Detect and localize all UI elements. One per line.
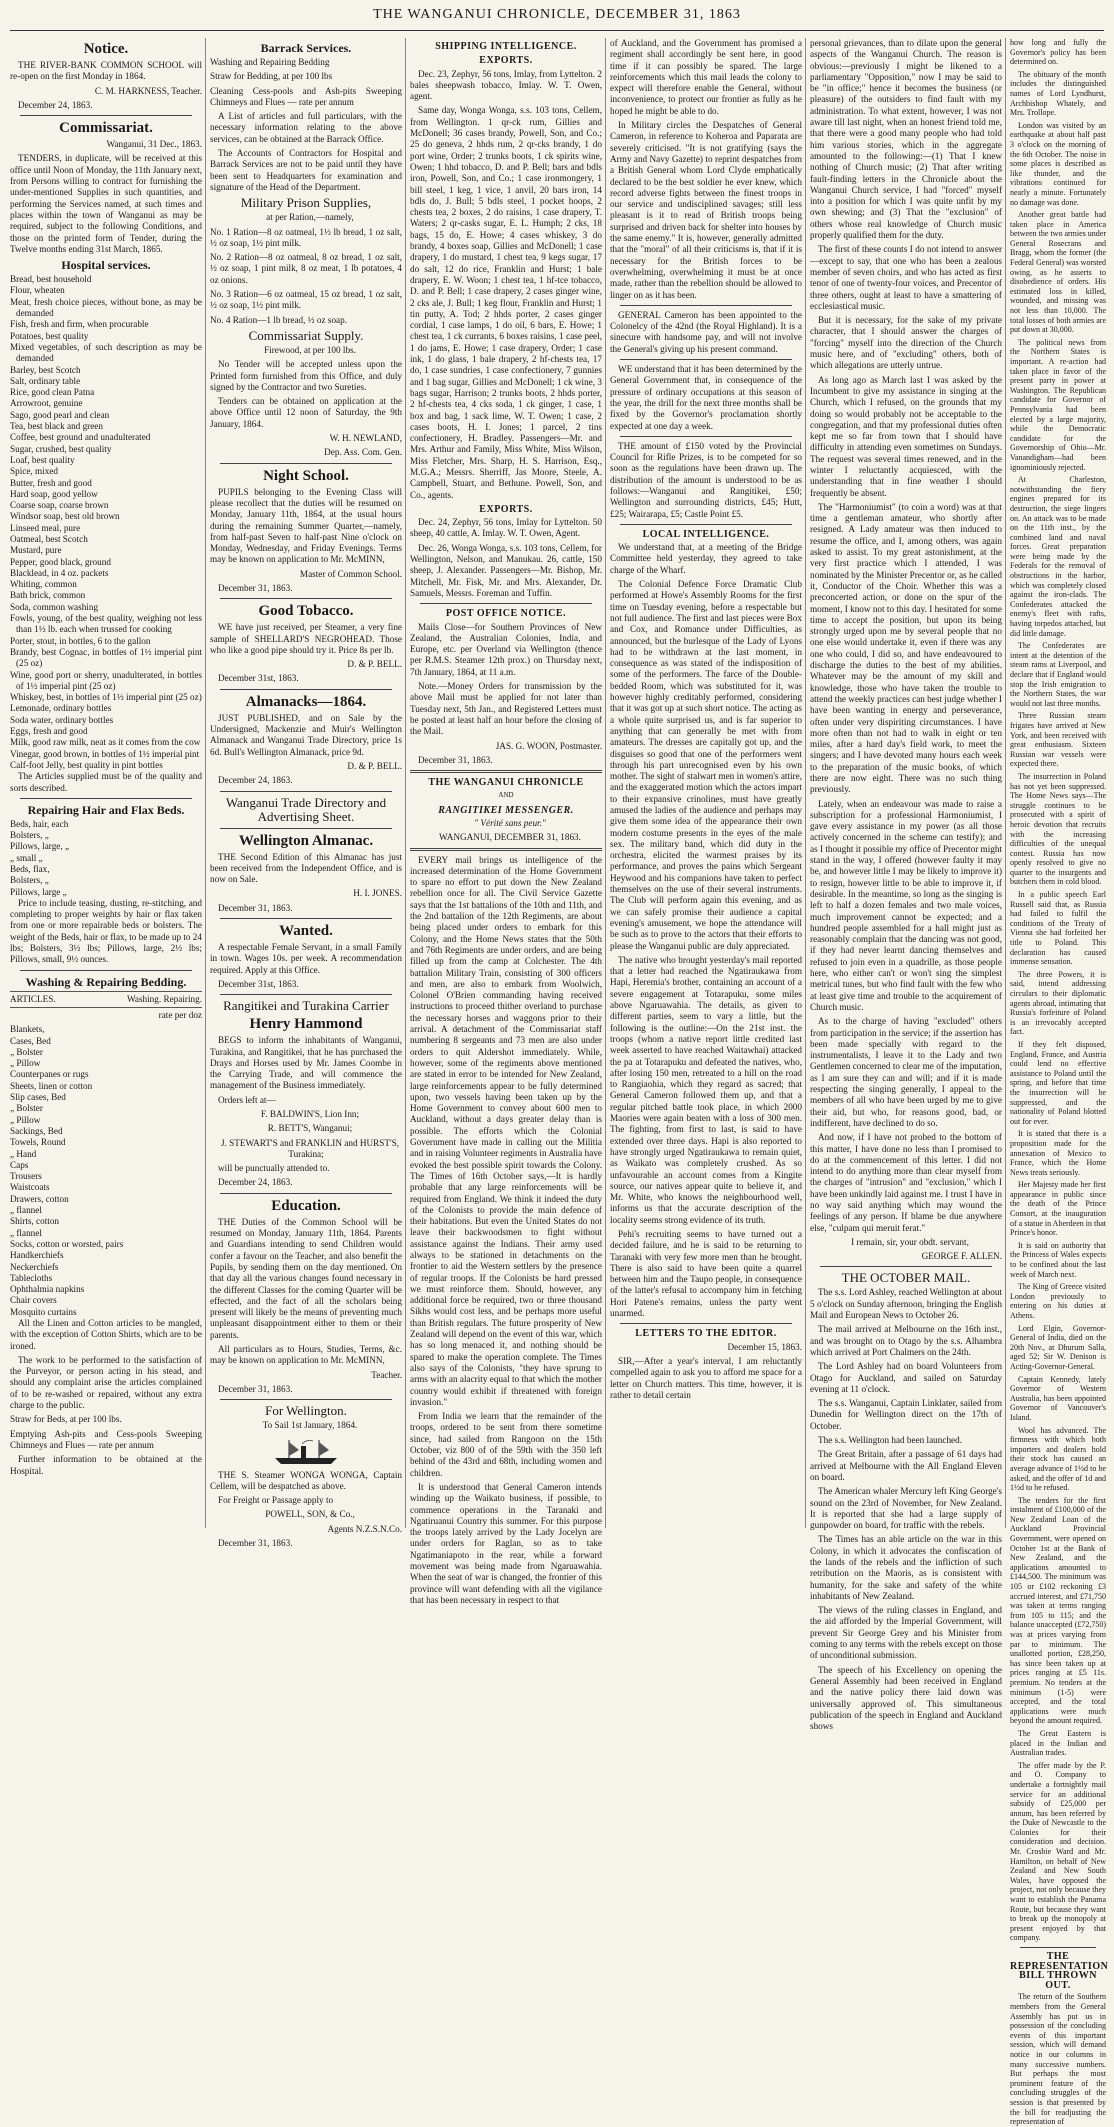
news-paragraph: London was visited by an earthquake at about half past 3 o'clock on the morning of the 6th October. The noise in some places is described as like thunder, and the vibrations continued for nearly a minute. Fortunately no damage was done. <box>1010 120 1106 207</box>
for-wellington-title: For Wellington. <box>265 1403 347 1419</box>
washing-title: Washing & Repairing Bedding. <box>25 974 187 989</box>
hospital-item: Mixed vegetables, of such description as may be demanded <box>10 341 202 364</box>
night-school-signature: Master of Common School. <box>299 568 402 579</box>
hospital-item: Fish, fresh and firm, when procurable <box>10 319 149 330</box>
hospital-item: Wine, good port or sherry, unadulterated, in bottles of 1½ imperial pint (25 oz) <box>10 669 202 691</box>
straw-line: Straw for Beds, at per 100 lbs. <box>10 1414 122 1425</box>
october-paragraph: The views of the ruling classes in England, and the aid afforded by the Imperial Government, will prevent Sir George Grey and his Minister from coming to any terms with the rebels except on those of unconditional submission. <box>810 1605 1002 1661</box>
post-office-signature: JAS. G. WOON, Postmaster. <box>495 740 602 751</box>
washing-item: „ flannel <box>10 1205 42 1216</box>
night-school-title: Night School. <box>263 467 349 484</box>
paper-subtitle: RANGITIKEI MESSENGER. <box>438 804 574 816</box>
emptying-line: Emptying Ash-pits and Cess-pools Sweeping Chimneys and Flues — rate per annum <box>10 1428 202 1450</box>
letter-paragraph: SIR,—After a year's interval, I am reluctantly compelled again to ask you to afford me space for a letter on Church matters. This time, however, it is rather to detail certain <box>610 1355 802 1400</box>
almanacks-signature: D. & P. BELL. <box>347 760 402 771</box>
wanted-body: A respectable Female Servant, in a small Family in town. Wages 10s. per week. A recommendation required. Apply at this Office. <box>210 942 402 975</box>
letter-paragraph: And now, if I have not probed to the bottom of this matter, I have done no less than I promised to do at the commencement of this letter. I did not intend to do anything more than clear myself from the charges of "intrusion" and "exclusion," which I have been unkindly laid against me. I trust I have in no way said anything which may wound the feelings of any person. If blame be due anywhere else, "culpam qui meruit ferat." <box>810 1132 1002 1233</box>
letter-paragraph: Lately, when an endeavour was made to raise a subscription for a professional Harmoniumist, I gave every assistance in my power (as all those actively concerned in the scheme can testify); and as I thought it possible my office of Precentor might stand in the way, I offered (however faulty it may be, and however little I may be likely to improve it) to resign, however little to be able to improve it, if desirable. In the meantime, so long as the singing is left to half a dozen females and two male voices, much improvement cannot be expected; and a hundred people assembled for a hall might just as reasonably complain that the dancing was not good, if they had never learnt dancing themselves and refused to join even in a quadrille, as those people here, who either can't or won't sing the simplest metrical tunes, but who find fault with the few who at least give time and trouble to the acquirement of Church music. <box>810 798 1002 1012</box>
repairing-item: Pillows, large, „ <box>10 841 70 852</box>
supply-signature: W. H. NEWLAND, <box>329 433 402 444</box>
divider <box>620 305 792 306</box>
repairing-col-header: Repairing. <box>163 993 202 1004</box>
carrier-body: BEGS to inform the inhabitants of Wanganui, Turakina, and Rangitikei, that he has purchased the Drays and Horses used by Mr. James Coombe in the Carrying Trade, and will commence the management of the Business immediately. <box>210 1035 402 1091</box>
hospital-item: Soda water, ordinary bottles <box>10 714 114 725</box>
tobacco-body: WE have just received, per Steamer, a very fine sample of SHELLARD'S NEGROHEAD. Those who like a good pipe should try it. Price 8s per lb. <box>210 622 402 655</box>
letter-paragraph: But it is necessary, for the sake of my private character, that I should answer the charges of "forcing" myself into the direction of the Church music here, and of "excluding" others, both of which allegations are utterly untrue. <box>810 315 1002 371</box>
washing-item: Chair covers <box>10 1295 57 1306</box>
wellington-almanac-signature: H. I. JONES. <box>353 888 402 899</box>
hospital-item: Vinegar, good brown, in bottles of 1½ imperial pint <box>10 748 200 759</box>
divider <box>220 463 392 464</box>
repairing-list <box>10 819 202 898</box>
news-paragraph: The return of the Southern members from the General Assembly has put us in possession of the concluding events of this important session, which will demand notice in our columns in many successive numbers. But perhaps the most prominent feature of the concluding struggles of the session is that presented by the bill for readjusting the representation of <box>1010 1992 1106 2127</box>
carrier-date: December 24, 1863. <box>218 1177 293 1188</box>
october-paragraph: The mail arrived at Melbourne on the 16th inst., and was brought on to Otago by the s.s. Alhambra which arrived at Port Chalmers on the 24th. <box>810 1324 1002 1357</box>
news-paragraph: The three Powers, it is said, intend addressing circulars to their diplomatic agents abroad, intimating that Russia's forfeiture of Poland is an irrevocably accepted fact. <box>1010 969 1106 1037</box>
paper-title: THE WANGANUI CHRONICLE <box>428 777 584 789</box>
editorial-paragraph: THE amount of £150 voted by the Provincial Council for Rifle Prizes, is to be competed for so soon as the regulations have been drawn up. The distribution of the amount is understood to be as follows:—Wanganui and Rangitikei, £50; Wellington and surrounding districts, £45; Hutt, £25; Wairarapa, £5; Castle Point £5. <box>610 440 802 519</box>
divider <box>410 848 602 851</box>
news-paragraph: The political news from the Northern States is important. A re-action had taken place in favor of the present party in power at Washington. The Republican candidate for Governor of Pennsylvania had been elected by a large majority, while the Democratic candidate for the Governorship of Ohio—Mr. Vanandigham—had been ignominiously rejected. <box>1010 337 1106 472</box>
news-paragraph: If they felt disposed, England, France, and Austria could lend no effective assistance to Poland until the spring, and before that time the insurrection will be suppressed, and the nationality of Poland blotted out for ever. <box>1010 1039 1106 1126</box>
washing-item: Cases, Bed <box>10 1035 51 1046</box>
october-paragraph: The Lord Ashley had on board Volunteers from Otago for Auckland, and sailed on Saturday evening at 11 o'clock. <box>810 1361 1002 1394</box>
october-paragraph: The Great Britain, after a passage of 61 days had arrived at Melbourne with the All England Eleven on board. <box>810 1449 1002 1482</box>
washing-rate: rate per doz <box>158 1009 202 1020</box>
notice-body: THE RIVER-BANK COMMON SCHOOL will re-open on the first Monday in 1864. <box>10 60 202 82</box>
washing-item: Handkerchiefs <box>10 1250 64 1261</box>
hospital-item: Loaf, best quality <box>10 454 75 465</box>
letter-paragraph: As to the charge of having "excluded" others from participation in the service; if the assertion has been made specially with regard to the instrumentalists, I leave it to the Lady and two Gentlemen concerned to clear me of the imputation, as I am sure they can and will; and if it is made respecting the singing generally, I appeal to the members of all who have been urged by me to give their aid, but who, for reasons good, bad, or indifferent, have declined to do so. <box>810 1016 1002 1128</box>
divider <box>20 970 192 971</box>
repairing-item: Bolsters, „ <box>10 830 49 841</box>
hospital-item: Porter, stout, in bottles, 6 to the gallon <box>10 635 151 646</box>
paper-and: AND <box>498 791 514 800</box>
october-paragraph: The s.s. Wellington had been launched. <box>818 1435 963 1446</box>
column-4 <box>610 38 802 1528</box>
supply-title: Commissariat Supply. <box>248 327 364 343</box>
shipping-subhead: EXPORTS. <box>479 55 533 67</box>
prison-item: No. 3 Ration—6 oz oatmeal, 15 oz bread, 1 oz salt, ½ oz soap, 1½ pint milk. <box>210 289 402 311</box>
supply-body: No Tender will be accepted unless upon the Printed form furnished from this Office, and duly signed by the Contractor and two Sureties. <box>210 359 402 392</box>
hospital-item: Soda, common washing <box>10 601 99 612</box>
masthead-rule <box>10 30 1104 31</box>
column-3 <box>410 38 602 1605</box>
shipping-body: Dec. 26, Wonga Wonga, s.s. 103 tons, Cellem, for Wellington, Nelson, and Manukau. 26, cattle, 150 sheep, J. Alexander. Passengers—Mr. Bishop, Mr. Mitchell, Mr. Fisk, Mr. and Mrs. Alexander, Dr. Samuels, Messrs. Foreman and Tuffin. <box>410 542 602 598</box>
repairing-item: Beds, hair, each <box>10 818 69 829</box>
post-office-body2: Note.—Money Orders for transmission by the above Mail must be applied for not later than Tuesday next, 5th Jan., and Registered Letters must be posted at least half an hour before the closing of the Mail. <box>410 681 602 737</box>
shipping-body: Dec. 23, Zephyr, 56 tons, Imlay, from Lyttelton. 2 bales sheepwash tobacco, Imlay. W. T. Owen, agent. <box>410 68 602 102</box>
divider <box>20 798 192 799</box>
washing-item: „ Bolster <box>10 1103 43 1114</box>
washing-item: Shirts, cotton <box>10 1216 60 1227</box>
hospital-item: Milk, good raw milk, neat as it comes from the cow <box>10 737 201 748</box>
washing-item: „ Hand <box>10 1148 37 1159</box>
hospital-item: Eggs, fresh and good <box>10 726 88 737</box>
column-5 <box>810 38 1002 1732</box>
hospital-item: Whiskey, best, in bottles of 1½ imperial pint (25 oz) <box>10 692 202 703</box>
divider <box>820 1266 992 1267</box>
hospital-item: Fowls, young, of the best quality, weighing not less than 1½ lb. each when trussed for cooking <box>10 613 202 635</box>
divider <box>620 436 792 437</box>
hospital-item: Sugar, crushed, best quality <box>10 443 112 454</box>
supply-signature2: Dep. Ass. Com. Gen. <box>324 447 402 458</box>
carrier-title: Rangitikei and Turakina Carrier <box>223 998 389 1014</box>
articles-header: ARTICLES. <box>10 993 56 1004</box>
supply-body2: Tenders can be obtained on application at the above Office until 12 noon of Saturday, the 9th January, 1864. <box>210 396 402 429</box>
education-title: Education. <box>271 1197 341 1214</box>
news-paragraph: The Great Eastern is placed in the Indian and Australian trades. <box>1010 1728 1106 1758</box>
almanacks-title: Almanacks—1864. <box>245 693 367 710</box>
divider <box>620 1323 792 1324</box>
hospital-item: Barley, best Scotch <box>10 364 81 375</box>
education-date: December 31, 1863. <box>218 1383 293 1394</box>
carrier-agent: F. BALDWIN'S, Lion Inn; <box>260 1109 360 1119</box>
tobacco-signature: D. & P. BELL. <box>347 659 402 670</box>
divider <box>220 994 392 995</box>
hospital-item: Calf-foot Jelly, best quality in pint bottles <box>10 759 163 770</box>
washing-item: Trousers <box>10 1171 42 1182</box>
hospital-item: Salt, ordinary table <box>10 375 81 386</box>
editorial-paragraph: WE understand that it has been determined by the General Government that, in consequence of the pressure of ordinary occupations at this season of the year, the drill for the next three months shall be fixed by the Governor's proclamation shortly expected at one day a week. <box>610 364 802 431</box>
column-rule <box>405 38 406 1528</box>
for-wellington-freight: For Freight or Passage apply to <box>218 1495 334 1506</box>
hospital-item: Pepper, good black, ground <box>10 556 111 567</box>
washing-item: Socks, cotton or worsted, pairs <box>10 1238 124 1249</box>
divider <box>220 918 392 919</box>
hospital-item: Lemonade, ordinary bottles <box>10 703 112 714</box>
news-paragraph: The insurrection in Poland has not yet been suppressed. The Home News says—The struggle continues to be prosecuted with a spirit of heroic devotion that recruits with the increasing difficulties of the unequal contest. Russia has now openly resolved to give no quarter to the insurgents and butchers them in cold blood. <box>1010 771 1106 887</box>
education-signature: Teacher. <box>371 1369 402 1380</box>
commissariat-dateline: Wanganui, 31 Dec., 1863. <box>106 139 202 150</box>
barrack-body2: The Accounts of Contractors for Hospital and Barrack Services are not to be paid until they have been sent to Headquarters for examination and signature of the Head of the Department. <box>210 148 402 192</box>
wanted-date: December 31st, 1863. <box>218 978 299 989</box>
carrier-agent: R. BETT'S, Wanganui; <box>267 1123 353 1134</box>
divider <box>20 115 192 116</box>
washing-item: Ophthalmia napkins <box>10 1284 85 1295</box>
local-paragraph: The Colonial Defence Force Dramatic Club performed at Howe's Assembly Rooms for the first time on Tuesday evening, before a respectable but not full audience. The first and last pieces were Box and Cox, and Romance under Difficulties, as announced, but the burlesque of the Lady of Lyons had to be withdrawn at the last moment, in consequence as was stated of the indisposition of some of the performers. The farce of the Double-bedded Room, which was substituted for it, was however highly creditably performed, considering that it was got up at such short notice. The acting as a whole quite surprised us, and is far superior to anything that can generally be met with from amateurs. The dresses are capitally got up, and the disguises so good that one of the performers went through his part unrecognised even by his own mother. The sight of stalwart men in women's attire, and the exaggerated motion which the actors impart to their expansive crinolines, must have greatly amused the ladies of the audience and perhaps may give them some idea of the appearance their own modern costume presents in the eyes of the male sex. The military band, which did duty in the orchestra, elicited the warmest praises by its performance, and proves the pains which Sergeant Heywood and his companions have taken to perfect themselves on the use of their several instruments. The Club will perform again this evening, and as we can safely promise their audience a capital evening's amusement, we hope the attendance will be such as to prove to the actors that their efforts to please the Wanganui public are duly appreciated. <box>610 579 802 951</box>
news-paragraph: Three Russian steam frigates have arrived at New York, and been received with great enthusiasm. Sixteen Russian war vessels were expected there. <box>1010 711 1106 769</box>
steamship-icon <box>271 1436 341 1466</box>
prison-item: No. 1 Ration—8 oz oatmeal, 1½ lb bread, 1 oz salt, ½ oz soap, 1½ pint milk. <box>210 226 402 248</box>
wellington-almanac-date: December 31, 1863. <box>218 902 293 913</box>
barrack-cleaning: Cleaning Cess-pools and Ash-pits Sweeping Chimneys and Flues — rate per annum <box>210 85 402 107</box>
letters-title: LETTERS TO THE EDITOR. <box>635 1328 777 1340</box>
hospital-item: Oatmeal, best Scotch <box>10 533 88 544</box>
washing-item: Counterpanes or rugs <box>10 1069 89 1080</box>
hospital-item: Brandy, best Cognac, in bottles of 1½ imperial pint (25 oz) <box>10 646 202 669</box>
divider <box>620 359 792 360</box>
repairing-body: Price to include teasing, dusting, re-stitching, and completing to proper weights by hair or flax taken from one or more repairable beds or bolsters. The weight of the Beds, hair or flax, to be made up to 24 lbs; Bolsters, 3½ lbs; Pillows, large, 2½ lbs; Pillows, small, 9½ ounces. <box>10 897 202 965</box>
for-wellington-date: December 31, 1863. <box>218 1538 293 1549</box>
letter-date: December 15, 1863. <box>727 1341 802 1352</box>
news-paragraph: Lord Elgin, Governor-General of India, died on the 20th Nov., at Dhurum Salla, aged 52; Sir W. Denison is Acting-Governor-General. <box>1010 1323 1106 1371</box>
shipping-body: Same day, Wonga Wonga, s.s. 103 tons, Cellem, from Wellington. 1 qr-ck rum, Gillies and McDonell; 36 cases brandy, Powell, Son, and Co.; 25 do geneva, 2 hhds rum, 2 qr-cks brandy, 1 do port wine, Order; 2 trunks boots, 1 ck spirits wine, Owen; 1 hhd tobacco, D. and P. Bell; bars and bdls iron, Powell, Son, and Co.; 1 case ironmongery, 1 bill steel, 1 keg, 1 vice, 1 anvil, 20 bars iron, 14 bdls do, J. Bull; 5 bdls steel, 1 pocket hoops, 2 chests tea, 2 boxes, 2 do raisins, 1 case drapery, T. Waters; 2 qr-casks sugar, E. L. Humph; 2 cks, 18 bags, 15 do, E. Howe; 4 cases whiskey, 3 do brandy, 4 boxes soap, Gillies and McDonell; 1 case drapery, 1 do mustard, 1 chest tea, 9 kegs sugar, 17 do salt, 12 do rice, Franklin and Hurst; 1 bale drapery, E. W. Woon; 1 chest tea, 1 hf-tce tobacco, D. and P. Bell; 1 case drapery, 2 cases ginger wine, 2 cks ale, J. Bull; 1 keg flour, Franklin and Hurst; 1 tin putty, A. Tod; 2 hhds porter, 2 cases ginger cordial, 1 case lamps, 1 do oil, 6 bars, E. Howe; 1 chest tea, 1 ck currants, 6 boxes raisins, 1 case peel, 1 do jams, E. Howe; 1 case drapery, Order; 1 case ink, 1 do glass, 1 bale drapery, 2 hf-chests tea, 17 do, 1 case sundries, 1 case confectionery, 7 gunnies and 1 bag sugar, Gillies and McDonell; 1 ck wine, 3 bags sugar, Harrison; 2 trunks boots, 2 hhds porter, 2 hf-chests tea, 4 cks soda, 1 ck ginger, 1 case, 1 box and bag, 1 sack lime, W. T. Owen; 1 case, 2 cases boots, H. I. Jones; 1 parcel, 2 tins confectionery, H. Bradley. Passengers—Mr. and Mrs. Arthur and Family, Miss White, Miss Wilson, Miss Fletcher, Mrs. Sharp, H. S. Harrison, Esq., M.G.A.; Messrs. Sherriff, Jas Moore, Steele, A. Campbell, Stuart, and Bethune. Powell, Son, and Co., agents. <box>410 105 602 500</box>
shipping-subhead: EXPORTS. <box>479 503 533 515</box>
for-wellington-subtitle: To Sail 1st January, 1864. <box>262 1420 358 1431</box>
column-2 <box>210 38 402 1549</box>
column-6 <box>1010 38 1109 2127</box>
news-paragraph: The Confederates are intent at the detention of the steam rams at Liverpool, and declare that if England would stop the Irish emigration to the Northern States, the war would not last three months. <box>1010 641 1106 708</box>
paper-motto: " Vérité sans peur." <box>474 818 546 828</box>
letter-signature: GEORGE F. ALLEN. <box>921 1251 1002 1262</box>
editorial-paragraph: It is understood that General Cameron intends winding up the Waikato business, if possible, to commence operations in the Taranaki and Ngatiruanui Country this summer. For this purpose the troops lately arrived by the Lady Jocelyn are under orders for Raglan, so as to take Ngatimaniapoto in the rear, while a forward movement was being made from Ngaruawahia. When the seat of war is changed, the frontier of this province will want defending with all the vigilance that has been necessary in respect to that <box>410 1481 602 1605</box>
carrier-name: Henry Hammond <box>249 1016 363 1033</box>
column-rule <box>605 38 606 1528</box>
october-paragraph: The s.s. Lord Ashley, reached Wellington at about 5 o'clock on Sunday afternoon, bringing the English Mail and European News to October 26. <box>810 1287 1002 1321</box>
washing-body: All the Linen and Cotton articles to be mangled, with the exception of Cotton Shirts, which are to be ironed. <box>10 1317 202 1351</box>
almanacks-body: JUST PUBLISHED, and on Sale by the Undersigned, Mackenzie and Muir's Wellington Almanack and Wanganui Trade Directory, price 1s 6d. Bull's Wellington Almanack, price 9d. <box>210 712 402 757</box>
divider <box>220 791 392 792</box>
washing-item: Slip cases, Bed <box>10 1092 66 1103</box>
hospital-item: Bath brick, common <box>10 590 86 601</box>
tobacco-title: Good Tobacco. <box>258 603 354 620</box>
divider <box>220 1193 392 1194</box>
for-wellington-body: THE S. Steamer WONGA WONGA, Captain Cellem, will be despatched as above. <box>210 1469 402 1491</box>
representation-title: THE REPRESENTATION BILL THROWN OUT. <box>1010 1951 1109 1991</box>
almanacks-date: December 24, 1863. <box>218 775 293 786</box>
night-school-date: December 31, 1863. <box>218 582 293 593</box>
supply-subtitle: Firewood, at per 100 lbs. <box>264 344 356 355</box>
column-1 <box>10 38 202 1528</box>
masthead: THE WANGANUI CHRONICLE, DECEMBER 31, 1863 <box>373 7 741 22</box>
barrack-title: Barrack Services. <box>260 41 352 55</box>
divider <box>1020 1947 1096 1948</box>
divider <box>620 524 792 525</box>
washing-item: Sheets, linen or cotton <box>10 1080 93 1091</box>
commissariat-body: TENDERS, in duplicate, will be received at this office until Noon of Monday, the 11th January next, from Persons willing to contract for furnishing the under-mentioned Supplies in such quantities, and performing the Services named, at such times and places within the town of Wanganui as may be required, subject to the following Conditions, and those on the printed form of Tender, during the Twelve months ending 31st March, 1865. <box>10 153 202 254</box>
letter-paragraph: personal grievances, than to dilate upon the general aspects of the Wanganui Church. The reason is obvious:—previously I might be likened to a parliamentary "Opposition," now I may be said to be "in office;" hence it becomes the business (or pleasure) of the outsiders to find fault with my administration. To what extent, however, I was not aware till last night, when an honest friend told me, that there were a good many people who had told him various stories, which in the aggregate amounted to the following:—(1) That I knew nothing of Church music; (2) That after writing fault-finding letters in the Chronicle about the Wanganui Church service, I had "forced" myself into a position for which I was quite unfit by my own shewing; and (3) That the "exclusion" of others whose real knowledge of Church music properly qualified them for the duty. <box>810 38 1002 241</box>
hospital-item: Bread, best household <box>10 274 92 285</box>
news-paragraph: Wool has advanced. The firmness with which both importers and dealers hold their stock has caused an average advance of 1½d to be asked, and the offer of 1d and 1½d to be refused. <box>1010 1425 1106 1493</box>
letter-close: I remain, sir, your obdt. servant, <box>851 1236 969 1247</box>
local-paragraph: We understand that, at a meeting of the Bridge Committee held yesterday, they agreed to take charge of the Wharf. <box>610 542 802 575</box>
editorial-paragraph: GENERAL Cameron has been appointed to the Colonelcy of the 42nd (the Royal Highland). It is a sinecure with handsome pay, and will not involve the General's giving up his present command. <box>610 309 802 354</box>
local-intelligence-title: LOCAL INTELLIGENCE. <box>642 528 770 540</box>
editorial-paragraph: EVERY mail brings us intelligence of the increased determination of the Home Government to spare no effort to put down the New Zealand rebellion once for all. The Civil Service Gazette says that the 1st battalions of the 10th and 11th, and the 2nd battalion of the 12th Regiments, are about being placed under orders to embark for this Colony, and the Home News states that the 50th and 76th Regiments are under orders, and are being filled up from the camp at Colchester. The 4th battalion Military Train, consisting of 300 officers and men, are also to embark from Woolwich, Colonel O'Brien commanding having received instructions to proceed thither overland to purchase the necessary horses and waggons prior to their arrival. A detachment of the Commissariat staff numbering 8 sergeants and 73 men are also under orders to quit Aldershot immediately. While, however, some of the regiments above mentioned are stated in error to be intended for New Zealand, large reinforcements appear to be fully determined upon, two vessels having been taken up by the Home Government to convey about 600 men to Auckland, without a days greater delay than is possible. The efforts which the Colonial Government have made in calling out the Militia and in raising Volunteer regiments in Australia have evoked the best possible spirit towards the Colony. The Times of 16th October says,—It is hardly probable that any large reinforcements will be required from England. We think it indeed the duty of the Colonists to provide the main defence of their habitations. But even the United States do not leave their backwoodsmen to fight without assistance against the Indians. Their army used always to be stationed in detachments on the frontier to aid the Western settlers by the presence of regular troops. If the Colonists be hard pressed we must reinforce them. Should, however, any additional force be required, two or three thousand Sikhs would cost less, and be perhaps more useful than British regulars. The future prosperity of New Zealand will depend on the event of this war, which has so long menaced it, and nothing should be spared to make the operation complete. The Times also says of the Colonists, "they have sprung to arms with an alacrity equal to that which the mother country would exhibit if threatened with foreign invasion." <box>410 854 602 1407</box>
prison-subtitle: at per Ration,—namely, <box>266 212 354 223</box>
education-body2: All particulars as to Hours, Studies, Terms, &c. may be known on application to Mr. McMINN, <box>210 1344 402 1366</box>
editorial-paragraph: From India we learn that the remainder of the troops, ordered to be sent from there sometime since, had sailed from Rangoon on the 15th October, viz 800 of of the 59th with the 350 left behind of the 43rd and 68th, including women and children. <box>410 1411 602 1478</box>
washing-item: Drawers, cotton <box>10 1193 69 1204</box>
column-rule <box>205 38 206 1528</box>
news-paragraph: The King of Greece visited London previously to entering on his duties at Athens. <box>1010 1282 1106 1320</box>
washing-item: Waistcoats <box>10 1182 50 1193</box>
divider <box>420 603 592 604</box>
shipping-title: SHIPPING INTELLIGENCE. <box>435 41 577 52</box>
night-school-body: PUPILS belonging to the Evening Class will please recollect that the duties will be resumed on Monday, January 11th, 1864, at the usual hours during the remaining Summer Quarter,—namely, from half-past Seven to half-past Nine o'clock on Monday, Wednesday, and Friday Evenings. Terms may be known on application to Mr. McMINN, <box>210 486 402 565</box>
news-paragraph: Her Majesty made her first appearance in public since the death of the Prince Consort, at the inauguration of a statue in Aberdeen in that Prince's honor. <box>1010 1180 1106 1238</box>
hospital-item: Arrowroot, genuine <box>10 398 83 409</box>
paper-dateline: WANGANUI, DECEMBER 31, 1863. <box>439 832 581 843</box>
post-office-date: December 31, 1863. <box>418 754 493 765</box>
prison-item: No. 4 Ration—1 lb bread, ½ oz soap. <box>210 314 348 325</box>
divider <box>220 828 392 829</box>
post-office-body: Mails Close—for Southern Provinces of New Zealand, the Australian Colonies, India, and Europe, etc. per Overland via Wellington (thence per R.M.S. Steamer 12th prox.) on Thursday next, 7th January, 1864, at 11 a.m. <box>410 621 602 677</box>
october-paragraph: The Times has an able article on the war in this Colony, in which it advocates the confiscation of the lands of the rebels and the infliction of such retribution on the Maoris, as is consistent with humanity, for the sake and safety of the white inhabitants of New Zealand. <box>810 1534 1002 1601</box>
news-paragraph: The tenders for the first instalment of £100,000 of the New Zealand Loan of the Auckland Provincial Government, were opened on October 1st at the Bank of New Zealand, and the applications amounted to £144,500. The minimum was 105 or £102 reckoning £3 accrued interest, and £71,750 was taken at terms ranging from 105 to 115; and the balance unaccepted (£72,750) was at prices varying from par to minimum. The unallotted portion, £28,250, has since been taken up at prices ranging at £5 11s. premium. No tenders at the minimum (1-5) were accepted, and the total applications were much beyond the amount required. <box>1010 1495 1106 1726</box>
washing-item: „ Pillow <box>10 1058 41 1069</box>
news-paragraph: At Charleston, notwithstanding the fiery engines prepared for its destruction, the siege lingers on. An attack was to be made on the 11th inst., by the combined land and naval forces. Great preparation were being made by the Federals for the removal of obstructions in the harbor, which was completely closed against the iron-clads. The Confederates attacked the enemy's fleet with rafts, having torpedos attached, but did little damage. <box>1010 475 1106 638</box>
hospital-item: Sago, good pearl and clean <box>10 409 110 420</box>
for-wellington-signature2: Agents N.Z.S.N.Co. <box>327 1523 402 1534</box>
local-paragraph: The native who brought yesterday's mail reported that a letter had reached the Ngatiraukawa from Hapi, Heremia's brother, containing an account of a severe engagement at Totarapuku, some miles above Ngaruawahia. The details, as given to different parties, seem to vary a little, but the following is the outline:—On the 21st inst. the troops (whom a native report little credited last week asserted to have reached Waitawhai) attacked the pa at Totarapuku and defeated the natives, who, after losing 150 men, retreated to a hill on the road to Rangiaohia, which they regard as sacred; that General Cameron followed them up, and that a regular pitched battle took place, in which 2000 Maories were again beaten with a loss of 300 men. The fighting, from first to last, is said to have extended over three days. Hapi is also reported to have strongly urged Ngatiraukawa to remain quiet, as Waikato was completely crushed. As so unfavourable an account comes from a Kingite source, our natives appear quite to believe it, and Mr. White, who knows the neighbourhood well, informs us that the accurate description of the locality seems strong evidence of its truth. <box>610 954 802 1225</box>
october-mail-title: THE OCTOBER MAIL. <box>841 1270 971 1286</box>
hospital-list <box>10 274 202 771</box>
notice-title: Notice. <box>83 41 129 57</box>
wellington-almanac-title: Wellington Almanac. <box>238 832 374 849</box>
letter-paragraph: As long ago as March last I was asked by the Incumbent to give my assistance in singing at the Church, which I refused, on the grounds that my doing so would probably not be acceptable to the congregation, and that my professional duties often kept me so far from town that I should have difficulty in attending even sometimes on Sundays. The request was several times renewed, and in the winter I reluctantly acquiesced, with the understanding that in fine weather I should frequently be absent. <box>810 374 1002 498</box>
column-rule <box>1005 38 1006 1528</box>
local-paragraph: Pehi's recruiting seems to have turned out a decided failure, and he is said to be returning to Taranaki with very few more men than he brought. There is also said to have been quite a quarrel between him and the Taupo people, in consequence of the latter's refusal to accompany him in fetching Hori Patene's remains, unless the party went unarmed. <box>610 1228 802 1319</box>
barrack-body: A List of articles and full particulars, with the necessary information relating to the above services, can be obtained at the Barrack Office. <box>210 111 402 144</box>
hospital-item: Butter, fresh and good <box>10 477 92 488</box>
october-paragraph: The s.s. Wanganui, Captain Linklater, sailed from Dunedin for Wellington direct on the 17th of October. <box>810 1398 1002 1431</box>
wellington-almanac-body: THE Second Edition of this Almanac has just been received from the Independent Office, and is now on Sale. <box>210 851 402 885</box>
prison-title: Military Prison Supplies, <box>240 195 372 211</box>
directory-title: Wanganui Trade Directory and Advertising Sheet. <box>225 794 387 824</box>
hospital-item: Whiting, common <box>10 579 77 590</box>
october-paragraph: The speech of his Excellency on opening the General Assembly had been received in England and the native policy there laid down was universally approved of. This simultaneous publication of the speech in England and Auckland shows <box>810 1664 1002 1732</box>
shipping-body: Dec. 24, Zephyr, 56 tons, Imlay for Lyttelton. 50 sheep, 40 cattle, A. Imlay. W. T. Owen, Agent. <box>410 517 602 539</box>
column-rule <box>805 38 806 1528</box>
hospital-item: Hard soap, good yellow <box>10 488 98 499</box>
editorial-paragraph: of Auckland, and the Government has promised a regiment shall accordingly be sent here, in good time if it can possibly be spared. The large reinforcements which this mail leads the colony to expect will therefore enable the General, without inconvenience, to protect our frontier as fully as he hoped he might be able to do. <box>610 38 802 116</box>
washing-item: Neckerchiefs <box>10 1261 59 1272</box>
hospital-item: Linseed meal, pure <box>10 522 81 533</box>
notice-signature: C. M. HARKNESS, Teacher. <box>94 85 202 96</box>
hospital-item: Meat, fresh choice pieces, without bone, as may be demanded <box>10 296 202 319</box>
repairing-item: Pillows, large „ <box>10 886 67 897</box>
news-paragraph: how long and fully the Governor's policy has been determined on. <box>1010 38 1106 67</box>
letter-paragraph: The first of these counts I do not intend to answer—except to say, that one who has been a zealous member of seven choirs, and who has acted as first tenor of one of twenty-four voices, and Precentor of three others, ought at least to have a smattering of ecclesiastical music. <box>810 244 1002 311</box>
hospital-item: Rice, good clean Patna <box>10 387 95 398</box>
barrack-line: Straw for Bedding, at per 100 lbs <box>210 71 333 82</box>
hospital-item: Blacklead, in 4 oz. packets <box>10 567 109 578</box>
news-paragraph: Captain Kennedy, lately Governor of Western Australia, has been appointed Governor of Vancouver's Island. <box>1010 1374 1106 1422</box>
washing-item: Towels, Round <box>10 1137 66 1148</box>
education-body: THE Duties of the Common School will be resumed on Monday, January 11th, 1864. Parents and Guardians intending to send Children would confer a favour on the Teacher, and also benefit the Pupils, by sending them on the day mentioned. On that day all the various changes found necessary in the different Classes for the coming Quarter will be effected, and the fact of all the scholars being present will likely be the means of preventing much unpleasant disappointment either to them or their parents. <box>210 1216 402 1340</box>
washing-item: Tablecloths <box>10 1272 53 1283</box>
post-office-title: POST OFFICE NOTICE. <box>445 608 567 620</box>
barrack-line: Washing and Repairing Bedding <box>210 57 330 67</box>
repairing-item: „ small „ <box>10 852 43 863</box>
washing-item: „ Pillow <box>10 1114 41 1125</box>
washing-item: Caps <box>10 1159 29 1170</box>
repairing-item: Bolsters, „ <box>10 875 49 886</box>
repairing-title: Repairing Hair and Flax Beds. <box>27 802 185 817</box>
divider <box>410 770 602 773</box>
further-info: Further information to be obtained at the Hospital. <box>10 1454 202 1476</box>
washing-item: Mosquito curtains <box>10 1306 77 1317</box>
news-paragraph: The offer made by the P. and O. Company to undertake a fortnightly mail service for an additional subsidy of £25,000 per annum, has been referred by the Duke of Newcastle to the Colonies for their consideration and decision. Mr. Crosbie Ward and Mr. Hamilton, on behalf of New Zealand and New South Wales, have opposed the project, not only because they want to establish the Panama Route, but because they want to break up the monopoly at present enjoyed by that company. <box>1010 1760 1106 1943</box>
editorial-paragraph: In Military circles the Despatches of General Cameron, in reference to Koheroa and Paparata are severely criticised. "It is not gratifying (says the Army and Navy Gazette) to reprint despatches from a British General whom Lord Clyde emphatically declared to be the best soldier he ever knew, which record adverse fights between the finest troops in our service and undisciplined savages; still less pleasant is it to read of British troops being surprised and driven back for shelter into houses by the same enemy." It is, however, generally admitted that the "moral" of all their criticisms is, that if it is necessary for the British forces to be overwhelming, overwhelming it must be at once made, rather than the rebellion should be allowed to linger on as it has been. <box>610 120 802 300</box>
divider <box>220 689 392 690</box>
washing-col-header: Washing. <box>126 993 162 1004</box>
divider <box>220 598 392 599</box>
news-paragraph: The obituary of the month includes the distinguished names of Lord Lyndhurst, Archbishop Whately, and Mrs. Trollope. <box>1010 69 1106 118</box>
notice-date: December 24, 1863. <box>18 99 93 110</box>
news-paragraph: In a public speech Earl Russell said that, as Russia had failed to fulfil the conditions of the Treaty of Vienna she had forfeited her title to Poland. This declaration has caused immense sensation. <box>1010 890 1106 967</box>
washing-list <box>10 1024 202 1318</box>
carrier-closing: will be punctually attended to. <box>218 1163 330 1174</box>
commissariat-title: Commissariat. <box>59 120 153 137</box>
repairing-item: Beds, flax, <box>10 864 50 874</box>
for-wellington-signature: POWELL, SON, & Co., <box>265 1509 355 1520</box>
carrier-orders: Orders left at— <box>218 1094 276 1105</box>
hospital-footer: The Articles supplied must be of the quality and sorts described. <box>10 771 202 793</box>
tobacco-date: December 31st, 1863. <box>218 673 299 684</box>
hospital-item: Windsor soap, best old brown <box>10 511 120 522</box>
washing-body2: The work to be performed to the satisfaction of the Purveyor, or person acting in his stead, and should any complaint arise the articles complained of to be re-washed or repaired, without any extra charge to the public. <box>10 1354 202 1411</box>
hospital-title: Hospital services. <box>61 258 151 273</box>
hospital-item: Potatoes, best quality <box>10 330 89 341</box>
letter-paragraph: The "Harmoniumist" (to coin a word) was at that time a gentleman amateur, who shortly after resigned. A Lady amateur was then induced to resume the office, and I, among others, was again asked to assist. To my great astonishment, at the very first practice which I attended, I was nominated by the Minister Precentor or, as he called it, Conductor of the Choir. Whether this was a preconcerted action, or done on the spur of the moment, I know not to this day. I hesitated for some time to accept the position, but upon its being strongly urged upon me by several people that no one else would undertake it, even if there was any one who could, I did so, and have endeavoured to discharge the duties to the best of my abilities. Whatever may be the amount of my skill and knowledge, those who have taken the trouble to attend the weekly practices can best judge whether I have been wanting in energy and perseverance, often under very dispiriting circumstances. I have more often than not had to walk in eight or ten miles, after a hard day's field work, to meet the singers; and I have devoted many hours each week to the preparation of the music books, of which there are now eight. There was no such thing previously. <box>810 501 1002 795</box>
prison-item: No. 2 Ration—8 oz oatmeal, 8 oz bread, 1 oz salt, ½ oz soap, 1 pint milk, 8 oz meat, 1 lb potatoes, 4 oz onions. <box>210 252 402 285</box>
hospital-item: Tea, best black and green <box>10 421 103 432</box>
news-paragraph: It is stated that there is a proposition made for the annexation of Mexico to France, which the Home News treats seriously. <box>1010 1129 1106 1177</box>
news-paragraph: It is said on authority that the Princess of Wales expects to be confined about the last week of March next. <box>1010 1240 1106 1279</box>
wanted-title: Wanted. <box>279 923 333 940</box>
washing-item: „ flannel <box>10 1227 42 1238</box>
washing-item: Sackings, Bed <box>10 1125 63 1136</box>
hospital-item: Spice, mixed <box>10 466 58 477</box>
divider <box>220 1399 392 1400</box>
news-paragraph: Another great battle had taken place in America between the two armies under General Rosecrans and Bragg, whom the former (the Federal General) was worsted owing, as he asserts to disobedience of orders. His estimated loss in killed, wounded, and missing was not less than 10,000. The total losses of both armies are put down at 30,000. <box>1010 210 1106 335</box>
hospital-item: Coarse soap, coarse brown <box>10 500 109 511</box>
hospital-item: Flour, wheaten <box>10 285 65 296</box>
october-paragraph: The American whaler Mercury left King George's sound on the 23rd of November, for New Zealand. It is reported that she had a large supply of gunpowder on board, for traffic with the rebels. <box>810 1486 1002 1531</box>
washing-item: „ Bolster <box>10 1046 43 1057</box>
washing-item: Blankets, <box>10 1024 45 1035</box>
carrier-agent: J. STEWART'S and FRANKLIN and HURST'S, Turakina; <box>220 1137 400 1159</box>
hospital-item: Mustard, pure <box>10 545 62 556</box>
hospital-item: Coffee, best ground and unadulterated <box>10 432 151 443</box>
